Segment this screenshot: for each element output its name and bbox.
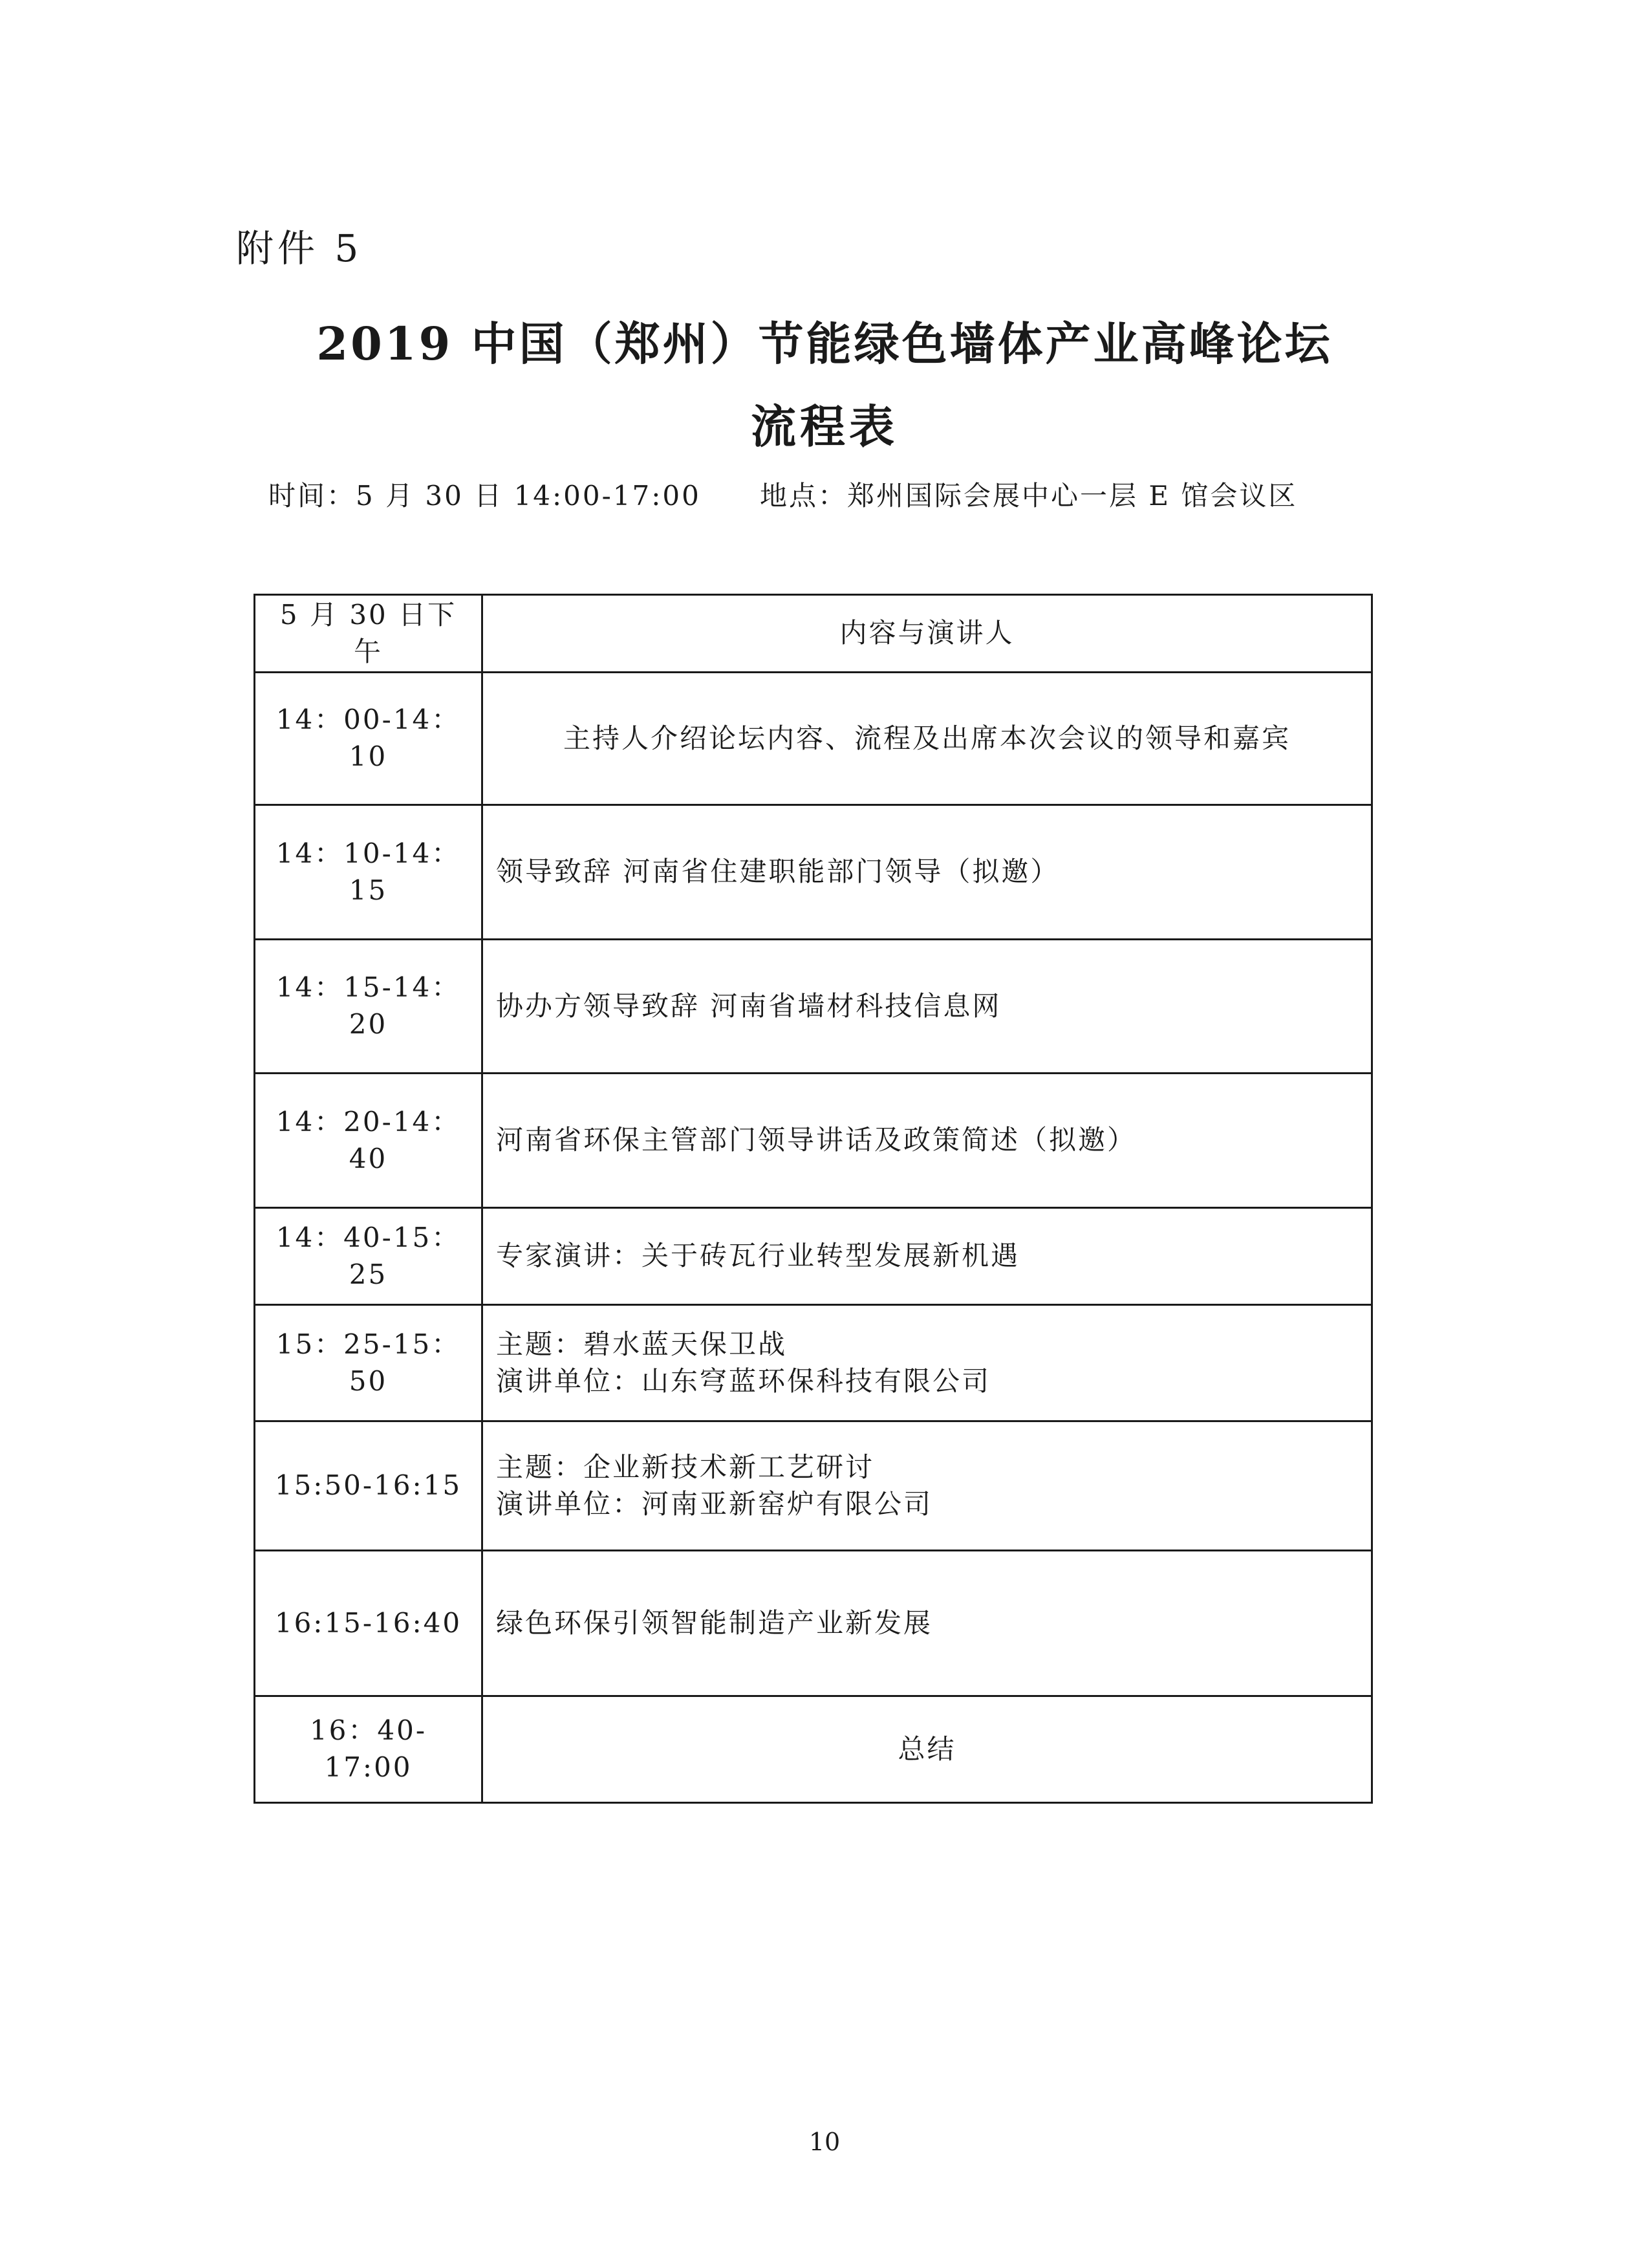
row-time: 16:15-16:40 (255, 1551, 482, 1696)
row-time: 14：15-14：20 (255, 940, 482, 1074)
table-row (255, 1208, 1372, 1305)
row-content (482, 1208, 1372, 1305)
row-content-line: 领导致辞 河南省住建职能部门领导（拟邀） (496, 856, 1060, 888)
table-row (255, 1551, 1372, 1696)
row-content-line: 主持人介绍论坛内容、流程及出席本次会议的领导和嘉宾 (563, 722, 1291, 754)
row-content (482, 940, 1372, 1074)
table-row (255, 1696, 1372, 1803)
row-time: 14：10-14：15 (255, 805, 482, 940)
row-content-line: 协办方领导致辞 河南省墙材科技信息网 (496, 989, 1002, 1022)
row-content-line: 演讲单位：山东穹蓝环保科技有限公司 (496, 1365, 991, 1397)
table-row (255, 673, 1372, 805)
row-content-line: 河南省环保主管部门领导讲话及政策简述（拟邀） (496, 1124, 1137, 1156)
row-content-line: 主题：碧水蓝天保卫战 (496, 1328, 788, 1360)
header-time: 5 月 30 日下午 (255, 595, 482, 673)
row-time: 16：40-17:00 (255, 1696, 482, 1803)
row-time: 14：20-14：40 (255, 1074, 482, 1208)
page-number: 10 (808, 2128, 841, 2156)
attachment-label: 附件 5 (236, 226, 363, 270)
schedule-table (253, 594, 1373, 1804)
table-row (255, 1421, 1372, 1551)
header-content: 内容与演讲人 (482, 595, 1372, 673)
row-time: 14：00-14：10 (255, 673, 482, 805)
table-row (255, 1074, 1372, 1208)
row-content-line: 主题：企业新技术新工艺研讨 (496, 1451, 875, 1483)
row-content-line: 绿色环保引领智能制造产业新发展 (496, 1606, 933, 1639)
row-content (482, 1074, 1372, 1208)
location-info: 地点：郑州国际会展中心一层 E 馆会议区 (760, 480, 1298, 512)
row-content (482, 1421, 1372, 1551)
document-subtitle: 流程表 (751, 400, 898, 453)
row-content (482, 1696, 1372, 1803)
document-title: 2019 中国（郑州）节能绿色墙体产业高峰论坛 (316, 317, 1333, 371)
row-content (482, 1305, 1372, 1421)
table-row (255, 1305, 1372, 1421)
row-time: 15:50-16:15 (255, 1421, 482, 1551)
row-content-line: 总结 (898, 1733, 956, 1765)
row-content (482, 1551, 1372, 1696)
row-content (482, 805, 1372, 940)
row-content-line: 演讲单位：河南亚新窑炉有限公司 (496, 1487, 933, 1520)
time-info: 时间：5 月 30 日 14:00-17:00 (268, 480, 701, 512)
row-time: 14：40-15：25 (255, 1208, 482, 1305)
row-content-line: 专家演讲：关于砖瓦行业转型发展新机遇 (496, 1240, 1020, 1272)
row-content (482, 673, 1372, 805)
table-row (255, 805, 1372, 940)
table-header-row (255, 595, 1372, 673)
table-row (255, 940, 1372, 1074)
row-time: 15：25-15：50 (255, 1305, 482, 1421)
meta-info (268, 479, 1298, 514)
